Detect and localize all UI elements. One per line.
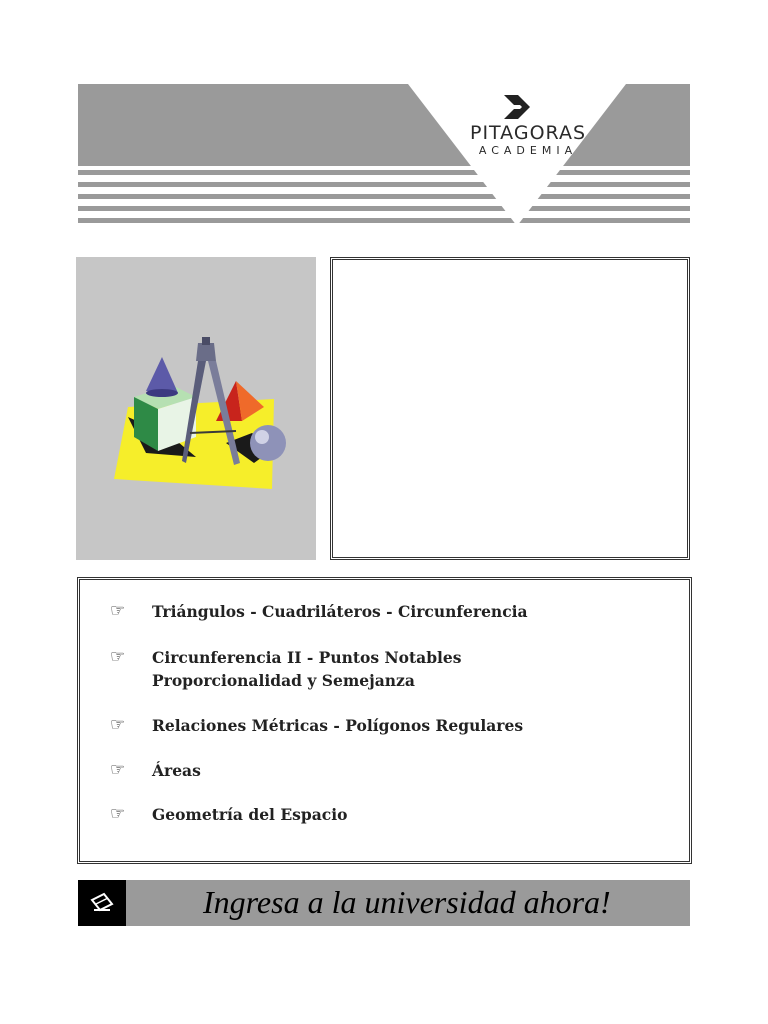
pitagoras-logo-icon [502,94,532,120]
cover-blank-frame [330,257,690,560]
topic-line: Circunferencia II - Puntos Notables [152,648,462,667]
topic-label: Áreas [152,761,201,780]
slogan-banner [78,880,690,926]
slogan-text: Ingresa a la universidad ahora! [203,884,611,920]
pointing-hand-icon: ☞ [110,647,126,667]
topics-list [77,577,692,864]
pointing-hand-icon: ☞ [110,601,126,621]
pointing-hand-icon: ☞ [110,715,126,735]
geometry-illustration [76,257,316,560]
pencil-icon [90,892,114,914]
topic-label: Triángulos - Cuadriláteros - Circunferencia [152,602,528,621]
pointing-hand-icon: ☞ [110,804,126,824]
header [78,84,690,226]
pointing-hand-icon: ☞ [110,760,126,780]
topic-line: Proporcionalidad y Semejanza [152,671,415,690]
list-item [110,600,528,623]
topic-label: Relaciones Métricas - Polígonos Regulares [152,716,524,735]
list-item [110,646,462,692]
geometry-solids-compass-icon [76,257,316,560]
list-item [110,759,201,782]
topic-label: Geometría del Espacio [152,805,348,824]
list-item [110,714,523,737]
topic-label [152,646,462,692]
logo-name: PITAGORAS [469,122,587,144]
list-item [110,803,347,826]
pencil-icon-box [78,880,126,926]
logo-subtitle: ACADEMIA [478,144,578,157]
